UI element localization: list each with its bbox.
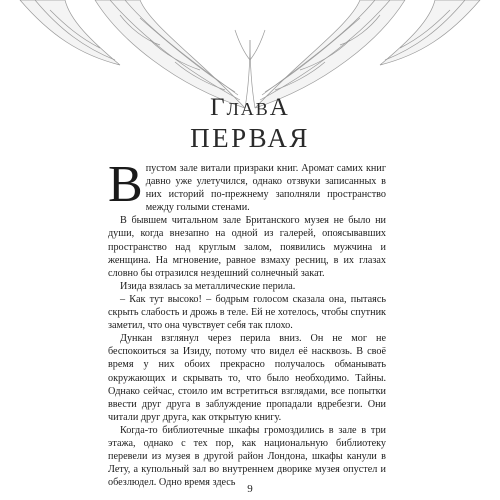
paragraph-4: – Как тут высоко! – бодрым голосом сказала она, пытаясь скрыть слабость и дрожь в теле. Ей не хотелось, чтобы спутник заметил, что она чувствует себя так плохо. (108, 293, 386, 332)
paragraph-6: Когда-то библиотечные шкафы громоздились в зале в три этажа, однако с тех пор, как национальную библиотеку перевели из музея в другой район Лондона, шкафы канули в Лету, а купольный зал во внутреннем дворике музея опустел и обезлюдел. Одно время здесь (108, 424, 386, 489)
paragraph-5: Дункан взглянул через перила вниз. Он не мог не беспокоиться за Изиду, потому что видел её насквозь. В своё время у них обоих прекрасно получалось обманывать окружающих и скрывать то, что было необходимо. Тайны. Однако сейчас, стоило им встретиться взглядами, все попытки ввести друг друга в заблуждение пропадали вдребезги. Они читали друг друга, как открытую книгу. (108, 333, 386, 423)
paragraph-2: В бывшем читальном зале Британского музея не было ни души, когда внезапно на одной из галерей, опоясывавших пространство над круглым залом, появились мужчина и женщина. На мгновение, равное взмаху ресниц, в их глазах словно бы отразился нездешний солнечный закат. (108, 215, 386, 279)
chapter-heading (0, 93, 500, 153)
page-number: 9 (247, 483, 253, 495)
paragraph-1-text: пустом зале витали призраки книг. Аромат самих книг давно уже улетучился, однако отзвуки записанных в них историй по-прежнему заполняли пространство между голыми стенами. (145, 163, 386, 214)
paragraph-3: Изида взялась за металлические перила. (120, 280, 296, 292)
chapter-label: ГлавА (210, 94, 290, 121)
chapter-number: ПЕРВАЯ (190, 123, 310, 153)
chapter-text (108, 156, 386, 489)
paragraph-1 (108, 156, 386, 214)
drop-cap: В (108, 156, 143, 213)
